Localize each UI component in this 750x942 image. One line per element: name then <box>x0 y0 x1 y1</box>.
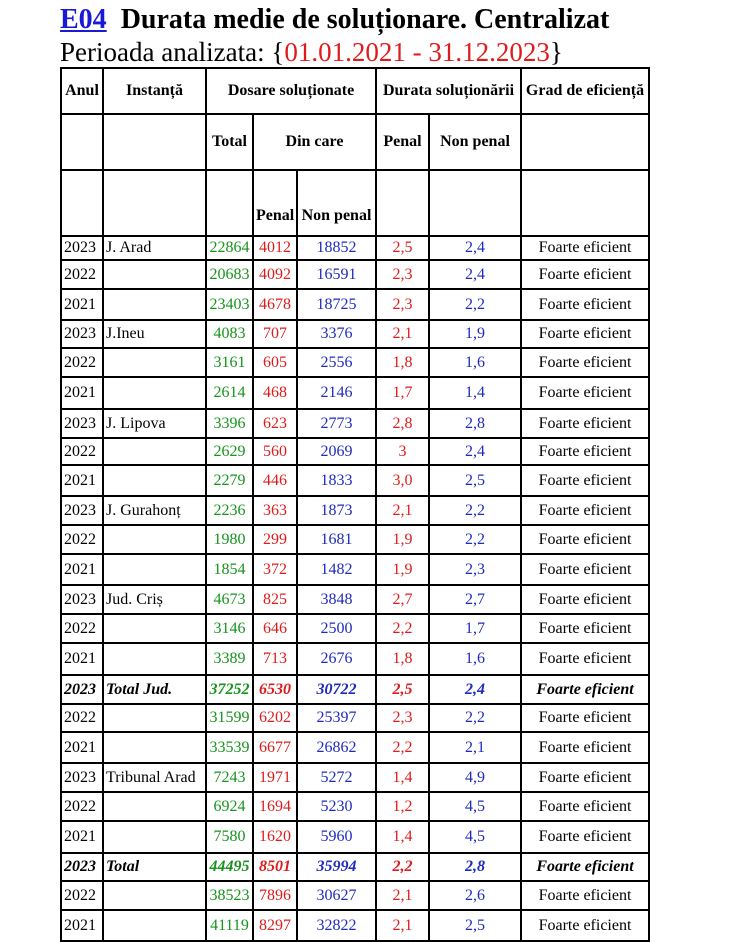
table-cell-durata-penal: 2,1 <box>376 496 429 525</box>
table-cell-durata-penal: 2,1 <box>376 910 429 941</box>
table-cell-non-penal: 25397 <box>297 704 376 732</box>
table-cell-total: 31599 <box>206 704 253 732</box>
table-cell-penal: 6530 <box>253 675 297 704</box>
table-cell-grad: Foarte eficient <box>521 821 649 853</box>
table-cell-non-penal: 1681 <box>297 525 376 554</box>
table-cell-grad: Foarte eficient <box>521 585 649 614</box>
table-cell-instanta: J. Lipova <box>103 409 206 438</box>
table-cell-instanta <box>103 260 206 289</box>
table-row <box>61 763 649 792</box>
table-row <box>61 554 649 585</box>
table-cell-penal: 299 <box>253 525 297 554</box>
header-blank <box>61 170 103 236</box>
table-cell-total: 7580 <box>206 821 253 853</box>
header-durata: Durata soluționării <box>376 68 521 114</box>
table-cell-year: 2023 <box>61 409 103 438</box>
table-cell-penal: 825 <box>253 585 297 614</box>
table-cell-non-penal: 2556 <box>297 348 376 377</box>
table-cell-non-penal: 2773 <box>297 409 376 438</box>
table-cell-durata-non-penal: 2,4 <box>429 236 521 260</box>
table-cell-durata-non-penal: 2,8 <box>429 409 521 438</box>
table-cell-non-penal: 1482 <box>297 554 376 585</box>
table-cell-total: 3161 <box>206 348 253 377</box>
table-cell-total: 3396 <box>206 409 253 438</box>
table-cell-total: 1980 <box>206 525 253 554</box>
period-open-brace: { <box>271 37 285 67</box>
table-cell-durata-penal: 2,1 <box>376 881 429 910</box>
table-cell-penal: 4092 <box>253 260 297 289</box>
period-label: Perioada analizata: <box>60 37 272 67</box>
table-cell-year: 2021 <box>61 643 103 675</box>
table-cell-grad: Foarte eficient <box>521 910 649 941</box>
header-din-care: Din care <box>253 114 376 170</box>
table-cell-year: 2021 <box>61 732 103 763</box>
table-cell-year: 2021 <box>61 910 103 941</box>
report-code-link[interactable]: E04 <box>60 4 107 35</box>
table-row <box>61 614 649 643</box>
table-cell-year: 2023 <box>61 675 103 704</box>
table-cell-penal: 363 <box>253 496 297 525</box>
table-cell-grad: Foarte eficient <box>521 554 649 585</box>
table-row <box>61 881 649 910</box>
table-cell-year: 2023 <box>61 763 103 792</box>
table-cell-instanta <box>103 554 206 585</box>
table-cell-durata-non-penal: 2,2 <box>429 496 521 525</box>
table-cell-durata-non-penal: 4,5 <box>429 821 521 853</box>
table-cell-non-penal: 2146 <box>297 377 376 409</box>
table-cell-total: 7243 <box>206 763 253 792</box>
table-cell-penal: 4678 <box>253 289 297 320</box>
table-row <box>61 853 649 881</box>
table-cell-total: 2614 <box>206 377 253 409</box>
table-cell-total: 2629 <box>206 438 253 465</box>
table-row <box>61 821 649 853</box>
table-cell-grad: Foarte eficient <box>521 614 649 643</box>
table-cell-durata-non-penal: 2,4 <box>429 675 521 704</box>
table-cell-total: 3389 <box>206 643 253 675</box>
table-cell-non-penal: 3848 <box>297 585 376 614</box>
table-row <box>61 320 649 348</box>
table-cell-durata-penal: 1,8 <box>376 348 429 377</box>
table-cell-durata-non-penal: 2,8 <box>429 853 521 881</box>
header-dosare: Dosare soluționate <box>206 68 376 114</box>
table-cell-year: 2022 <box>61 260 103 289</box>
table-cell-instanta <box>103 525 206 554</box>
table-cell-non-penal: 30627 <box>297 881 376 910</box>
table-cell-grad: Foarte eficient <box>521 409 649 438</box>
table-row <box>61 409 649 438</box>
table-row <box>61 675 649 704</box>
table-cell-non-penal: 1833 <box>297 465 376 496</box>
table-cell-total: 37252 <box>206 675 253 704</box>
table-cell-total: 22864 <box>206 236 253 260</box>
table-cell-durata-penal: 2,5 <box>376 236 429 260</box>
table-cell-instanta <box>103 881 206 910</box>
table-row <box>61 236 649 260</box>
table-cell-total: 33539 <box>206 732 253 763</box>
table-cell-year: 2022 <box>61 792 103 821</box>
table-cell-durata-non-penal: 2,3 <box>429 554 521 585</box>
table-cell-grad: Foarte eficient <box>521 525 649 554</box>
table-cell-grad: Foarte eficient <box>521 438 649 465</box>
table-cell-penal: 713 <box>253 643 297 675</box>
table-cell-instanta <box>103 289 206 320</box>
table-cell-instanta <box>103 821 206 853</box>
table-cell-non-penal: 2676 <box>297 643 376 675</box>
table-cell-year: 2021 <box>61 289 103 320</box>
table-cell-penal: 372 <box>253 554 297 585</box>
table-cell-non-penal: 5230 <box>297 792 376 821</box>
table-cell-durata-non-penal: 2,2 <box>429 525 521 554</box>
table-cell-durata-non-penal: 2,5 <box>429 465 521 496</box>
header-blank <box>103 170 206 236</box>
table-cell-total: 2236 <box>206 496 253 525</box>
table-cell-grad: Foarte eficient <box>521 236 649 260</box>
table-body <box>61 236 649 941</box>
table-cell-grad: Foarte eficient <box>521 348 649 377</box>
table-row <box>61 496 649 525</box>
table-cell-year: 2022 <box>61 881 103 910</box>
table-cell-instanta: Total Jud. <box>103 675 206 704</box>
table-cell-grad: Foarte eficient <box>521 792 649 821</box>
table-cell-durata-non-penal: 1,6 <box>429 348 521 377</box>
table-cell-instanta <box>103 465 206 496</box>
table-cell-non-penal: 18852 <box>297 236 376 260</box>
table-cell-year: 2021 <box>61 554 103 585</box>
table-cell-grad: Foarte eficient <box>521 763 649 792</box>
table-cell-total: 1854 <box>206 554 253 585</box>
table-cell-instanta: J.Ineu <box>103 320 206 348</box>
table-cell-durata-non-penal: 4,9 <box>429 763 521 792</box>
table-cell-durata-non-penal: 2,2 <box>429 289 521 320</box>
table-cell-instanta <box>103 643 206 675</box>
table-cell-non-penal: 26862 <box>297 732 376 763</box>
table-cell-total: 4083 <box>206 320 253 348</box>
header-blank <box>103 114 206 170</box>
table-row <box>61 585 649 614</box>
table-cell-penal: 707 <box>253 320 297 348</box>
header-anul: Anul <box>61 68 103 114</box>
table-cell-penal: 446 <box>253 465 297 496</box>
table-cell-year: 2021 <box>61 465 103 496</box>
table-cell-non-penal: 18725 <box>297 289 376 320</box>
table-cell-non-penal: 3376 <box>297 320 376 348</box>
table-cell-grad: Foarte eficient <box>521 881 649 910</box>
table-cell-non-penal: 2500 <box>297 614 376 643</box>
table-cell-year: 2023 <box>61 496 103 525</box>
table-cell-instanta <box>103 792 206 821</box>
table-cell-penal: 1971 <box>253 763 297 792</box>
table-cell-durata-penal: 1,8 <box>376 643 429 675</box>
table-cell-durata-non-penal: 2,7 <box>429 585 521 614</box>
table-cell-instanta <box>103 438 206 465</box>
table-cell-durata-non-penal: 2,4 <box>429 260 521 289</box>
table-cell-durata-penal: 3 <box>376 438 429 465</box>
header-total: Total <box>206 114 253 170</box>
header-blank <box>206 170 253 236</box>
header-durata-non-penal: Non penal <box>429 114 521 170</box>
table-cell-durata-penal: 1,9 <box>376 554 429 585</box>
results-table <box>60 67 650 942</box>
table-row <box>61 792 649 821</box>
table-cell-durata-non-penal: 2,4 <box>429 438 521 465</box>
table-cell-non-penal: 5272 <box>297 763 376 792</box>
table-row <box>61 643 649 675</box>
table-cell-grad: Foarte eficient <box>521 320 649 348</box>
table-cell-durata-non-penal: 2,2 <box>429 704 521 732</box>
table-cell-year: 2023 <box>61 236 103 260</box>
table-row <box>61 348 649 377</box>
table-cell-penal: 468 <box>253 377 297 409</box>
table-cell-durata-penal: 1,2 <box>376 792 429 821</box>
table-cell-durata-penal: 2,3 <box>376 704 429 732</box>
table-cell-non-penal: 1873 <box>297 496 376 525</box>
table-cell-total: 44495 <box>206 853 253 881</box>
table-row <box>61 732 649 763</box>
table-cell-grad: Foarte eficient <box>521 853 649 881</box>
table-cell-instanta <box>103 377 206 409</box>
table-cell-non-penal: 32822 <box>297 910 376 941</box>
table-cell-grad: Foarte eficient <box>521 704 649 732</box>
table-row <box>61 704 649 732</box>
table-cell-total: 38523 <box>206 881 253 910</box>
table-cell-durata-non-penal: 1,4 <box>429 377 521 409</box>
table-row <box>61 260 649 289</box>
table-cell-total: 41119 <box>206 910 253 941</box>
table-cell-year: 2023 <box>61 320 103 348</box>
table-cell-durata-penal: 1,9 <box>376 525 429 554</box>
table-cell-total: 6924 <box>206 792 253 821</box>
table-cell-year: 2023 <box>61 853 103 881</box>
table-cell-durata-penal: 2,2 <box>376 853 429 881</box>
table-cell-durata-penal: 1,4 <box>376 821 429 853</box>
table-cell-instanta <box>103 348 206 377</box>
table-cell-durata-non-penal: 2,6 <box>429 881 521 910</box>
header-blank <box>521 114 649 170</box>
table-cell-total: 3146 <box>206 614 253 643</box>
table-cell-durata-non-penal: 1,9 <box>429 320 521 348</box>
table-cell-durata-penal: 2,2 <box>376 732 429 763</box>
table-cell-instanta <box>103 910 206 941</box>
table-cell-penal: 560 <box>253 438 297 465</box>
table-cell-penal: 4012 <box>253 236 297 260</box>
table-cell-year: 2022 <box>61 438 103 465</box>
table-cell-instanta: J. Gurahonț <box>103 496 206 525</box>
table-row <box>61 289 649 320</box>
table-row <box>61 465 649 496</box>
table-cell-penal: 646 <box>253 614 297 643</box>
table-cell-instanta: J. Arad <box>103 236 206 260</box>
table-cell-year: 2023 <box>61 585 103 614</box>
table-cell-total: 23403 <box>206 289 253 320</box>
table-cell-grad: Foarte eficient <box>521 260 649 289</box>
table-cell-year: 2022 <box>61 348 103 377</box>
table-cell-durata-penal: 1,7 <box>376 377 429 409</box>
report-title: Durata medie de soluționare. Centralizat <box>120 4 610 35</box>
table-cell-instanta: Jud. Criș <box>103 585 206 614</box>
table-cell-durata-penal: 2,3 <box>376 289 429 320</box>
period-range: 01.01.2021 - 31.12.2023 <box>284 37 550 67</box>
header-blank <box>376 170 429 236</box>
table-cell-penal: 6677 <box>253 732 297 763</box>
table-cell-penal: 8501 <box>253 853 297 881</box>
table-cell-non-penal: 16591 <box>297 260 376 289</box>
table-cell-durata-penal: 2,1 <box>376 320 429 348</box>
table-row <box>61 438 649 465</box>
table-cell-durata-non-penal: 1,7 <box>429 614 521 643</box>
header-sub-non-penal: Non penal <box>297 170 376 236</box>
analysis-period <box>60 37 563 68</box>
table-cell-total: 2279 <box>206 465 253 496</box>
table-row <box>61 910 649 941</box>
table-cell-durata-penal: 2,7 <box>376 585 429 614</box>
table-cell-instanta <box>103 704 206 732</box>
period-close-brace: } <box>549 37 563 67</box>
table-cell-instanta <box>103 732 206 763</box>
table-cell-instanta: Tribunal Arad <box>103 763 206 792</box>
table-cell-grad: Foarte eficient <box>521 643 649 675</box>
header-grad: Grad de eficiență <box>521 68 649 114</box>
table-cell-year: 2022 <box>61 525 103 554</box>
table-cell-total: 4673 <box>206 585 253 614</box>
header-blank <box>429 170 521 236</box>
table-cell-durata-non-penal: 2,1 <box>429 732 521 763</box>
header-instanta: Instanță <box>103 68 206 114</box>
table-cell-year: 2022 <box>61 614 103 643</box>
header-blank <box>61 114 103 170</box>
table-cell-grad: Foarte eficient <box>521 377 649 409</box>
table-cell-non-penal: 2069 <box>297 438 376 465</box>
table-cell-grad: Foarte eficient <box>521 675 649 704</box>
table-cell-durata-penal: 2,3 <box>376 260 429 289</box>
table-cell-durata-penal: 3,0 <box>376 465 429 496</box>
table-row <box>61 377 649 409</box>
table-cell-non-penal: 35994 <box>297 853 376 881</box>
table-cell-penal: 1620 <box>253 821 297 853</box>
table-cell-durata-penal: 2,8 <box>376 409 429 438</box>
table-cell-durata-non-penal: 4,5 <box>429 792 521 821</box>
table-cell-year: 2022 <box>61 704 103 732</box>
page-title <box>60 4 609 36</box>
table-cell-penal: 7896 <box>253 881 297 910</box>
table-cell-grad: Foarte eficient <box>521 732 649 763</box>
table-cell-instanta <box>103 614 206 643</box>
table-cell-penal: 8297 <box>253 910 297 941</box>
table-cell-grad: Foarte eficient <box>521 465 649 496</box>
table-cell-non-penal: 30722 <box>297 675 376 704</box>
table-cell-penal: 605 <box>253 348 297 377</box>
table-cell-grad: Foarte eficient <box>521 289 649 320</box>
table-cell-penal: 623 <box>253 409 297 438</box>
table-cell-durata-penal: 2,5 <box>376 675 429 704</box>
table-cell-total: 20683 <box>206 260 253 289</box>
table-cell-year: 2021 <box>61 377 103 409</box>
header-sub-penal: Penal <box>253 170 297 236</box>
table-cell-durata-penal: 1,4 <box>376 763 429 792</box>
table-cell-penal: 1694 <box>253 792 297 821</box>
table-cell-non-penal: 5960 <box>297 821 376 853</box>
table-cell-instanta: Total <box>103 853 206 881</box>
table-cell-year: 2021 <box>61 821 103 853</box>
table-cell-durata-non-penal: 1,6 <box>429 643 521 675</box>
header-durata-penal: Penal <box>376 114 429 170</box>
header-blank <box>521 170 649 236</box>
table-cell-durata-penal: 2,2 <box>376 614 429 643</box>
table-cell-grad: Foarte eficient <box>521 496 649 525</box>
table-row <box>61 525 649 554</box>
table-cell-penal: 6202 <box>253 704 297 732</box>
table-cell-durata-non-penal: 2,5 <box>429 910 521 941</box>
